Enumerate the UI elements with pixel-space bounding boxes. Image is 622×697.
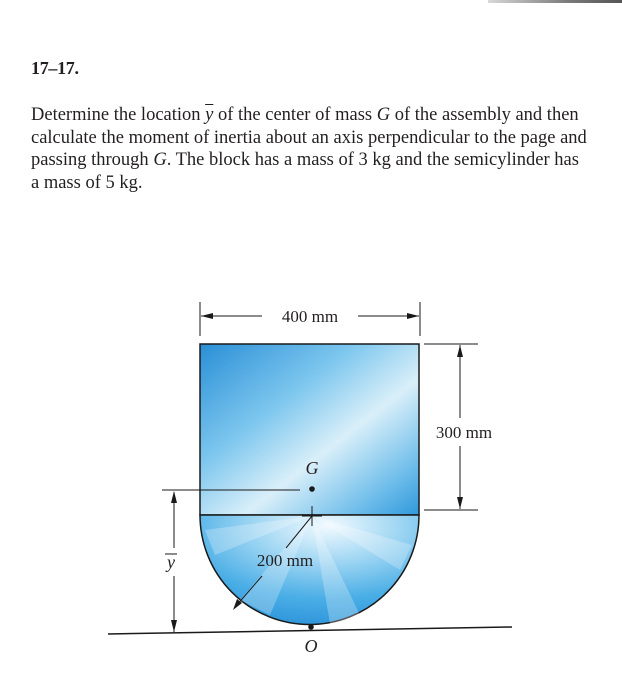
origin-point [308,624,314,630]
width-label: 400 mm [281,307,339,326]
problem-number: 17–17. [31,58,79,78]
problem-statement [31,104,591,194]
width-arrow-left [201,313,213,319]
center-of-mass-label: G [305,458,319,478]
height-label: 300 mm [435,423,493,442]
ybar-symbol: $\overline{y}$ [205,105,214,125]
ybar-label: y [167,552,175,572]
width-arrow-right [407,313,419,319]
statement-part-2: of the center of mass [213,105,377,125]
ybar-arrow-bottom [171,620,177,632]
center-of-mass-point [309,486,315,492]
statement-part-3: of the assembly and then calculate the moment of inertia about an axis perpendicular to the page and passing through [31,105,587,171]
page-corner-mark [488,0,622,3]
ybar-arrow-top [171,491,177,503]
height-arrow-bottom [457,497,463,509]
radius-label: 200 mm [256,551,314,570]
statement-part-4: . The block has a mass of 3 kg and the semicylinder has a mass of 5 kg. [31,150,579,193]
height-arrow-top [457,345,463,357]
assembly-figure [0,280,622,697]
g-symbol-1: G [376,105,391,125]
origin-label: O [304,636,318,656]
g-symbol-2: G [153,150,167,171]
assembly-diagram [0,280,622,697]
statement-part-1: Determine the location [31,105,206,125]
